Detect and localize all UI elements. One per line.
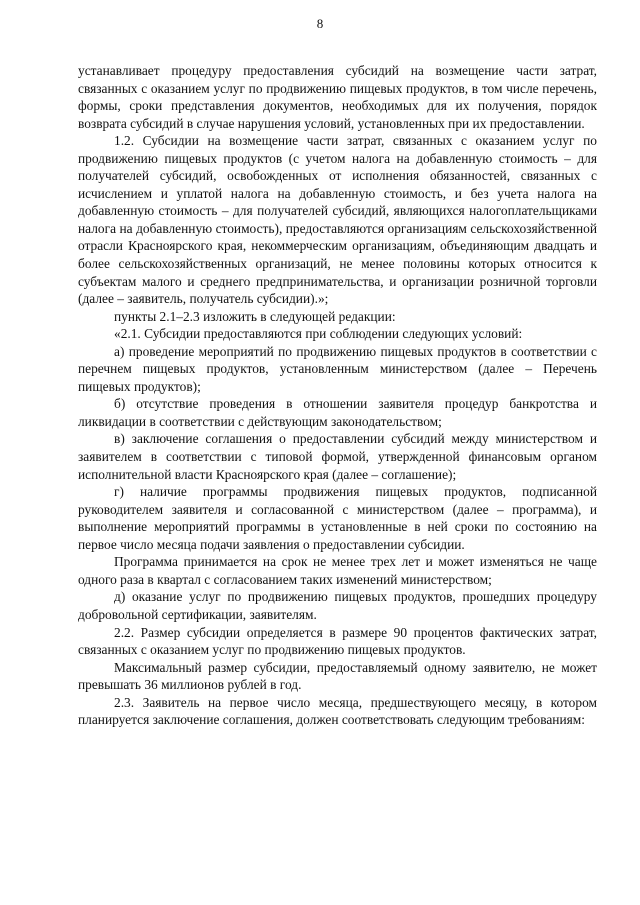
paragraph-2-1-b: б) отсутствие проведения в отношении заявителя процедур банкротства и ликвидации в соответствии с действующим законодательством; xyxy=(78,396,597,429)
paragraph-2-2: 2.2. Размер субсидии определяется в размере 90 процентов фактических затрат, связанных с оказанием услуг по продвижению пищевых продуктов. xyxy=(78,624,597,658)
paragraph-2-1-v: в) заключение соглашения о предоставлении субсидий между министерством и заявителем в соответствии с типовой формой, утвержденной финансовым органом исполнительной власти Красноярского края (далее – соглашение); xyxy=(78,431,597,482)
paragraph-max-subsidy: Максимальный размер субсидии, предоставляемый одному заявителю, не может превышать 36 миллионов рублей в год. xyxy=(78,659,597,693)
paragraph-2-1-a: а) проведение мероприятий по продвижению пищевых продуктов в соответствии с перечнем пищевых продуктов, установленным министерством (далее – Перечень пищевых продуктов); xyxy=(78,343,597,394)
paragraph-2-1-g: г) наличие программы продвижения пищевых продуктов, подписанной руководителем заявителя и согласованной с министерством (далее – программа), и выполнение мероприятий программы в установленные в ней сроки по состоянию на первое число месяца подачи заявления о предоставлении субсидии. xyxy=(78,484,597,552)
paragraph-program-term: Программа принимается на срок не менее трех лет и может изменяться не чаще одного раза в квартал с согласованием таких изменений министерством; xyxy=(78,554,597,587)
page-number: 8 xyxy=(316,16,324,31)
paragraph-amendment-intro: пункты 2.1–2.3 изложить в следующей редакции: xyxy=(114,308,396,324)
paragraph-2-1-d: д) оказание услуг по продвижению пищевых продуктов, прошедших процедуру добровольной сертификации, заявителям. xyxy=(78,589,597,622)
paragraph-2-1: «2.1. Субсидии предоставляются при соблюдении следующих условий: xyxy=(114,326,523,342)
paragraph-1-2: 1.2. Субсидии на возмещение части затрат, связанных с оказанием услуг по продвижению пищевых продуктов (с учетом налога на добавленную стоимость – для получателей субсидий, освобожденных от исполнения обязанностей, связанных с исчислением и уплатой налога на добавленную стоимость, и без учета налога на добавленную стоимость – для получателей субсидий, являющихся налогоплательщиками налога на добавленную стоимость), предоставляются организациям сельскохозяйственной отрасли Красноярского края, некоммерческим организациям, объединяющим двадцать и более сельскохозяйственных организаций, не менее половины которых относится к субъектам малого и среднего предпринимательства, и организации розничной торговли (далее – заявитель, получатель субсидии).»; xyxy=(78,133,597,307)
document-body xyxy=(78,62,597,729)
paragraph-2-3: 2.3. Заявитель на первое число месяца, предшествующего месяцу, в котором планируется заключение соглашения, должен соответствовать следующим требованиям: xyxy=(78,694,597,728)
paragraph-continuation: устанавливает процедуру предоставления субсидий на возмещение части затрат, связанных с оказанием услуг по продвижению пищевых продуктов, в том числе перечень, формы, сроки представления документов, необходимых для их получения, порядок возврата субсидий в случае нарушения условий, установленных при их предоставлении. xyxy=(78,63,597,131)
